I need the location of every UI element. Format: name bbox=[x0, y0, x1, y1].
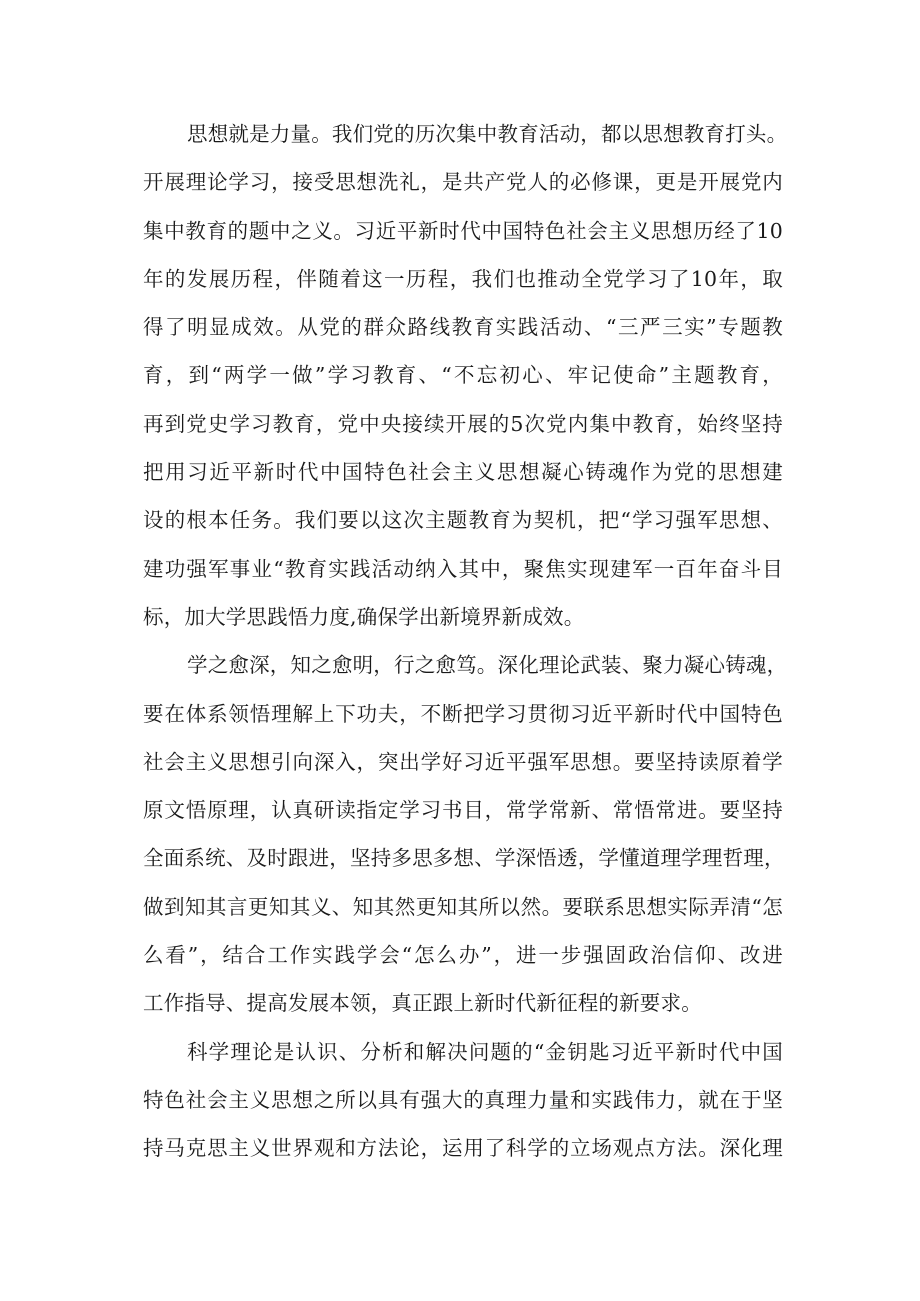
text-line: 么看”，结合工作实践学会“怎么办”，进一步强固政治信仰、改进 bbox=[143, 943, 783, 968]
text-line: 全面系统、及时跟进，坚持多思多想、学深悟透，学懂道理学理哲理， bbox=[143, 846, 785, 871]
paragraph-3 bbox=[143, 1028, 783, 1173]
text-line: 育，到“两学一做”学习教育、“不忘初心、牢记使命”主题教育， bbox=[143, 363, 783, 388]
text-line: 思想就是力量。我们党的历次集中教育活动，都以思想教育打头。 bbox=[187, 122, 788, 146]
text-line: 建功强军事业“教育实践活动纳入其中，聚焦实现建军一百年奋斗目 bbox=[143, 556, 783, 581]
text-line: 标，加大学思践悟力度,确保学出新境界新成效。 bbox=[143, 604, 585, 629]
paragraph-1 bbox=[143, 110, 788, 641]
text-line: 原文悟原理，认真研读指定学习书目，常学常新、常悟常进。要坚持 bbox=[143, 798, 783, 823]
text-line: 社会主义思想引向深入，突出学好习近平强军思想。要坚持读原着学 bbox=[143, 749, 783, 774]
text-line: 持马克思主义世界观和方法论，运用了科学的立场观点方法。深化理 bbox=[143, 1136, 783, 1161]
text-line: 科学理论是认识、分析和解决问题的“金钥匙习近平新时代中国 bbox=[187, 1039, 783, 1064]
text-line: 年的发展历程，伴随着这一历程，我们也推动全党学习了10年，取 bbox=[143, 266, 783, 291]
text-line: 把用习近平新时代中国特色社会主义思想凝心铸魂作为党的思想建 bbox=[143, 460, 783, 485]
text-line: 工作指导、提高发展本领，真正跟上新时代新征程的新要求。 bbox=[143, 991, 702, 1016]
text-line: 得了明显成效。从党的群众路线教育实践活动、“三严三实”专题教 bbox=[143, 315, 783, 340]
text-line: 学之愈深，知之愈明，行之愈笃。深化理论武装、聚力凝心铸魂， bbox=[187, 653, 788, 678]
text-line: 开展理论学习，接受思想洗礼，是共产党人的必修课，更是开展党内 bbox=[143, 170, 783, 195]
paragraph-2 bbox=[143, 641, 788, 1027]
text-line: 设的根本任务。我们要以这次主题教育为契机，把“学习强军思想、 bbox=[143, 508, 783, 533]
text-line: 要在体系领悟理解上下功夫，不断把学习贯彻习近平新时代中国特色 bbox=[143, 701, 783, 726]
text-line: 特色社会主义思想之所以具有强大的真理力量和实践伟力，就在于坚 bbox=[143, 1087, 783, 1112]
document-body bbox=[143, 110, 788, 1173]
text-line: 做到知其言更知其义、知其然更知其所以然。要联系思想实际弄清“怎 bbox=[143, 894, 783, 919]
text-line: 集中教育的题中之义。习近平新时代中国特色社会主义思想历经了10 bbox=[143, 218, 783, 243]
text-line: 再到党史学习教育，党中央接续开展的5次党内集中教育，始终坚持 bbox=[143, 411, 783, 436]
